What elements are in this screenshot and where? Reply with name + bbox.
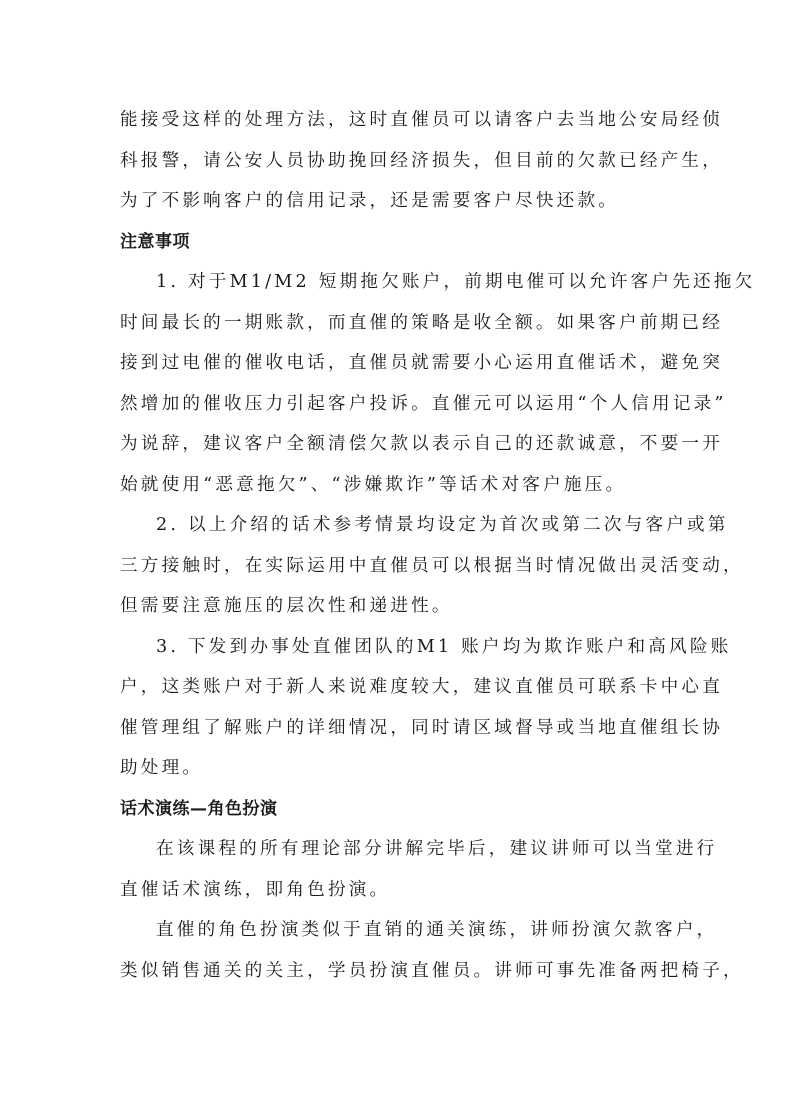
body-line: 1. 对于M1/M2 短期拖欠账户，前期电催可以允许客户先还拖欠	[156, 272, 756, 292]
document-page	[120, 100, 756, 991]
body-line: 2. 以上介绍的话术参考情景均设定为首次或第二次与客户或第	[156, 515, 729, 535]
body-line: 助处理。	[120, 758, 204, 778]
body-line: 在该课程的所有理论部分讲解完毕后，建议讲师可以当堂进行	[156, 839, 718, 859]
section-heading-notes: 注意事项	[120, 231, 190, 252]
body-line: 然增加的催收压力引起客户投诉。直催元可以运用“个人信用记录”	[120, 393, 727, 414]
body-line: 三方接触时，在实际运用中直催员可以根据当时情况做出灵活变动，	[120, 555, 744, 576]
body-line: 为了不影响客户的信用记录，还是需要客户尽快还款。	[120, 191, 620, 211]
body-line: 户，这类账户对于新人来说难度较大，建议直催员可联系卡中心直	[120, 677, 724, 697]
body-line: 接到过电催的催收电话，直催员就需要小心运用直催话术，避免突	[120, 353, 724, 373]
section-heading-roleplay: 话术演练—角色扮演	[120, 798, 278, 819]
body-line: 催管理组了解账户的详细情况，同时请区域督导或当地直催组长协	[120, 717, 724, 738]
body-line: 时间最长的一期账款，而直催的策略是收全额。如果客户前期已经	[120, 312, 724, 333]
body-line: 类似销售通关的关主，学员扮演直催员。讲师可事先准备两把椅子，	[120, 960, 744, 981]
body-line: 直催的角色扮演类似于直销的通关演练，讲师扮演欠款客户，	[156, 920, 718, 940]
body-line: 科报警，请公安人员协助挽回经济损失，但目前的欠款已经产生，	[120, 150, 724, 171]
body-line: 直催话术演练，即角色扮演。	[120, 879, 391, 900]
body-line: 3. 下发到办事处直催团队的M1 账户均为欺诈账户和高风险账	[156, 636, 732, 657]
body-line: 始就使用“恶意拖欠”、“涉嫌欺诈”等话术对客户施压。	[120, 474, 627, 495]
body-line: 但需要注意施压的层次性和递进性。	[120, 596, 453, 616]
body-line: 为说辞，建议客户全额清偿欠款以表示自己的还款诚意，不要一开	[120, 434, 724, 454]
body-line: 能接受这样的处理方法，这时直催员可以请客户去当地公安局经侦	[120, 110, 724, 130]
